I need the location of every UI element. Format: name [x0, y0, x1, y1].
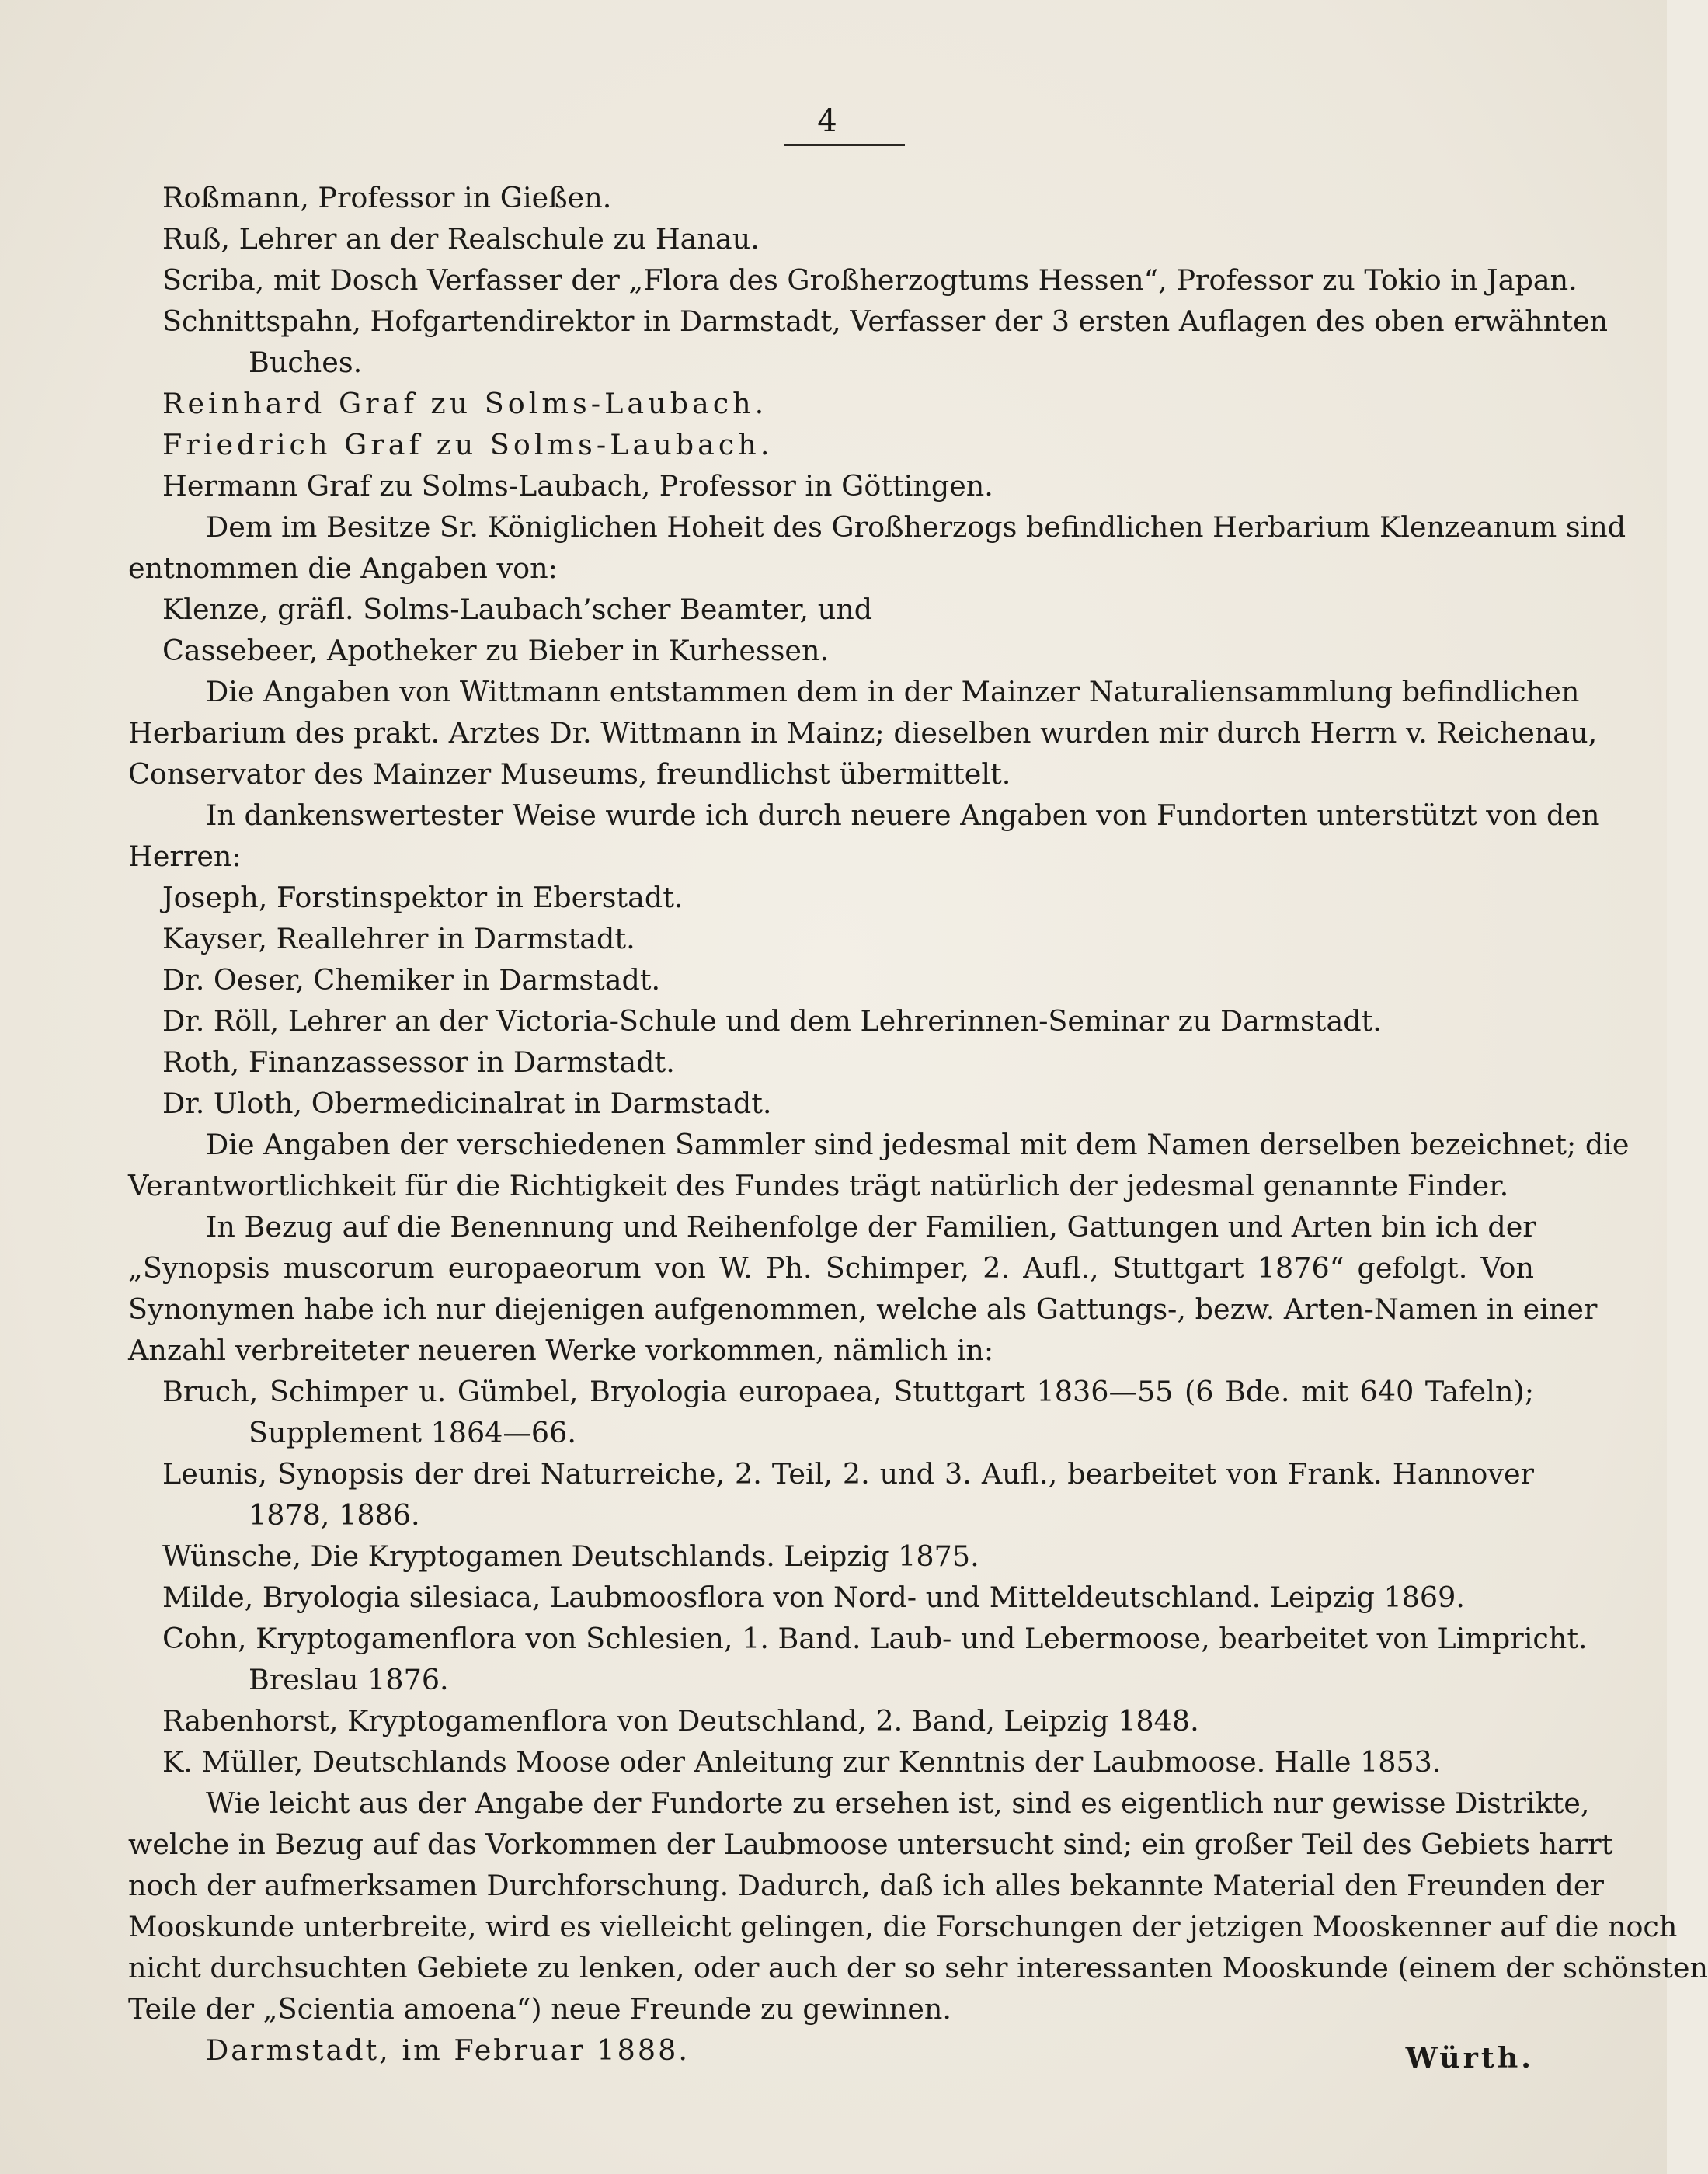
text-line: Buches.	[249, 346, 363, 379]
closing-line	[128, 2030, 1534, 2075]
text-line: Friedrich Graf zu Solms-Laubach.	[162, 428, 774, 461]
text-line: Herbarium des prakt. Arztes Dr. Wittmann in Mainz; dieselben wurden mir durch Herrn v. Reichenau,	[128, 716, 1598, 750]
text-line: Scriba, mit Dosch Verfasser der „Flora des Großherzogtums Hessen“, Professor zu Tokio in Japan.	[162, 263, 1578, 297]
text-line: Synonymen habe ich nur diejenigen aufgenommen, welche als Gattungs-, bezw. Arten-Namen in einer	[128, 1292, 1598, 1326]
text-line: Bruch, Schimper u. Gümbel, Bryologia europaea, Stuttgart 1836—55 (6 Bde. mit 640 Tafeln);	[162, 1375, 1534, 1408]
text-line: Die Angaben der verschiedenen Sammler sind jedesmal mit dem Namen derselben bezeichnet; die	[206, 1128, 1630, 1161]
text-line: Reinhard Graf zu Solms-Laubach.	[162, 387, 768, 420]
text-line: Dr. Röll, Lehrer an der Victoria-Schule und dem Lehrerinnen-Seminar zu Darmstadt.	[162, 1004, 1382, 1038]
text-line: Cassebeer, Apotheker zu Bieber in Kurhessen.	[162, 634, 830, 667]
page-number-rule	[784, 144, 905, 146]
text-line: Dr. Oeser, Chemiker in Darmstadt.	[162, 963, 661, 997]
text-line: Dr. Uloth, Obermedicinalrat in Darmstadt.	[162, 1087, 772, 1120]
text-line: Dem im Besitze Sr. Königlichen Hoheit des Großherzogs befindlichen Herbarium Klenzeanum sind	[206, 510, 1626, 544]
text-line: Ruß, Lehrer an der Realschule zu Hanau.	[162, 222, 760, 256]
text-line: In dankenswertester Weise wurde ich durch neuere Angaben von Fundorten unterstützt von den	[206, 798, 1600, 832]
text-line: „Synopsis muscorum europaeorum von W. Ph. Schimper, 2. Aufl., Stuttgart 1876“ gefolgt. Von	[128, 1251, 1534, 1285]
text-line: Schnittspahn, Hofgartendirektor in Darmstadt, Verfasser der 3 ersten Auflagen des oben erwähnten	[162, 304, 1609, 338]
text-line: Roßmann, Professor in Gießen.	[162, 181, 612, 214]
text-line: Milde, Bryologia silesiaca, Laubmoosflora von Nord- und Mitteldeutschland. Leipzig 1869.	[162, 1581, 1465, 1614]
author-signature: Würth.	[1405, 2041, 1534, 2075]
text-line: Rabenhorst, Kryptogamenflora von Deutschland, 2. Band, Leipzig 1848.	[162, 1704, 1199, 1737]
text-line: Wie leicht aus der Angabe der Fundorte zu ersehen ist, sind es eigentlich nur gewisse Distrikte,	[206, 1786, 1590, 1820]
text-line: Cohn, Kryptogamenflora von Schlesien, 1. Band. Laub- und Lebermoose, bearbeitet von Limpricht.	[162, 1622, 1588, 1655]
text-line: noch der aufmerksamen Durchforschung. Dadurch, daß ich alles bekannte Material den Freunden der	[128, 1869, 1604, 1902]
text-line: welche in Bezug auf das Vorkommen der Laubmoose untersucht sind; ein großer Teil des Gebiets harrt	[128, 1828, 1613, 1861]
text-line: In Bezug auf die Benennung und Reihenfolge der Familien, Gattungen und Arten bin ich der	[206, 1210, 1536, 1244]
text-line: nicht durchsuchten Gebiete zu lenken, oder auch der so sehr interessanten Mooskunde (einem der schönsten	[128, 1951, 1708, 1984]
text-line: Joseph, Forstinspektor in Eberstadt.	[162, 881, 684, 914]
text-line: Leunis, Synopsis der drei Naturreiche, 2. Teil, 2. und 3. Aufl., bearbeitet von Frank. Hannover	[162, 1457, 1534, 1490]
text-line: Mooskunde unterbreite, wird es vielleicht gelingen, die Forschungen der jetzigen Mooskenner auf die noch	[128, 1910, 1678, 1943]
text-line: K. Müller, Deutschlands Moose oder Anleitung zur Kenntnis der Laubmoose. Halle 1853.	[162, 1745, 1442, 1779]
text-line: Die Angaben von Wittmann entstammen dem in der Mainzer Naturaliensammlung befindlichen	[206, 675, 1580, 708]
text-line: Klenze, gräfl. Solms-Laubach’scher Beamter, und	[162, 593, 873, 626]
text-line: Supplement 1864—66.	[249, 1416, 576, 1449]
text-line: Herren:	[128, 840, 242, 873]
text-line: Conservator des Mainzer Museums, freundlichst übermittelt.	[128, 757, 1011, 791]
body-text	[128, 177, 1708, 2075]
text-line: Roth, Finanzassessor in Darmstadt.	[162, 1045, 675, 1079]
text-line: Anzahl verbreiteter neueren Werke vorkommen, nämlich in:	[128, 1334, 994, 1367]
page-number: 4	[817, 103, 837, 139]
text-line: entnommen die Angaben von:	[128, 551, 558, 585]
text-line: Wünsche, Die Kryptogamen Deutschlands. Leipzig 1875.	[162, 1539, 979, 1573]
text-line: Hermann Graf zu Solms-Laubach, Professor in Göttingen.	[162, 469, 993, 503]
text-line: Verantwortlichkeit für die Richtigkeit des Fundes trägt natürlich der jedesmal genannte Finder.	[128, 1169, 1509, 1202]
text-line: 1878, 1886.	[249, 1498, 420, 1532]
text-line: Breslau 1876.	[249, 1663, 449, 1696]
text-line: Kayser, Reallehrer in Darmstadt.	[162, 922, 635, 955]
dateline: Darmstadt, im Februar 1888.	[206, 2033, 690, 2067]
text-line: Teile der „Scientia amoena“) neue Freunde zu gewinnen.	[128, 1992, 951, 2026]
